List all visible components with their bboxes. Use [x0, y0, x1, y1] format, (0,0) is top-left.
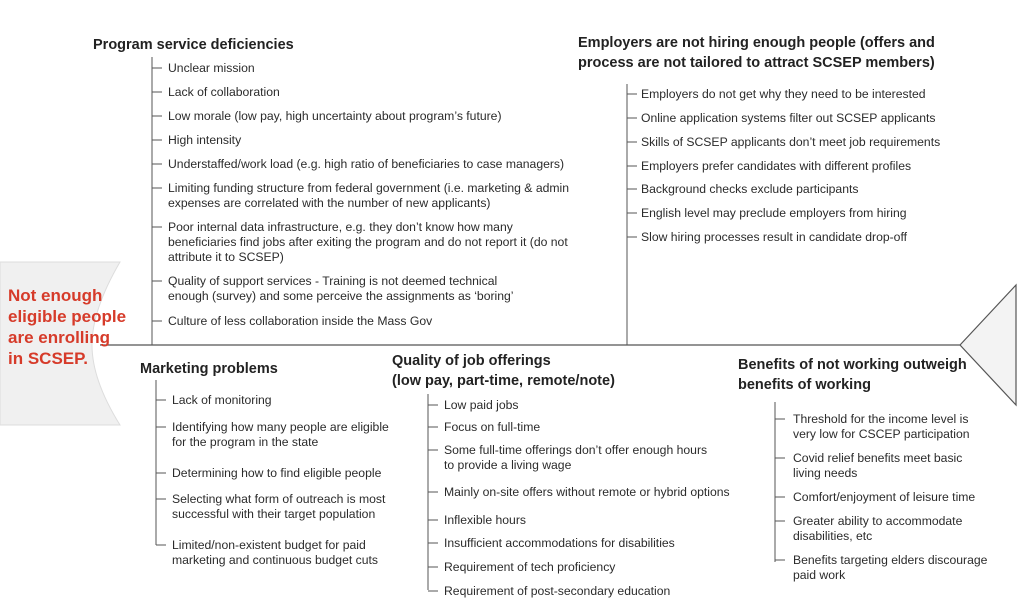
cause-item-line: Understaffed/work load (e.g. high ratio of beneficiaries to case managers) [168, 157, 565, 171]
cause-item [793, 553, 987, 583]
cause-item-line: Covid relief benefits meet basic [793, 451, 963, 465]
cause-item [168, 314, 432, 329]
category-title-line: Quality of job offerings [392, 353, 551, 369]
cause-item-line: Determining how to find eligible people [172, 466, 382, 480]
cause-item [641, 159, 911, 174]
cause-item-line: paid work [793, 568, 846, 582]
cause-item [172, 538, 378, 568]
cause-item [641, 87, 926, 102]
cause-item-line: Focus on full-time [444, 420, 541, 434]
problem-statement [8, 285, 126, 369]
category-title-line: process are not tailored to attract SCSEP members) [578, 55, 935, 71]
cause-item-line: marketing and continuous budget cuts [172, 553, 378, 567]
category-title-employers [578, 33, 935, 73]
problem-line: are enrolling [8, 328, 111, 347]
cause-item [172, 393, 272, 408]
cause-item-line: Insufficient accommodations for disabilities [444, 536, 675, 550]
cause-item-line: High intensity [168, 133, 242, 147]
cause-item [168, 85, 280, 100]
cause-item [168, 220, 568, 265]
cause-item [168, 181, 569, 211]
cause-item-line: Limiting funding structure from federal government (i.e. marketing & admin [168, 181, 570, 195]
cause-item [444, 398, 519, 413]
cause-item-line: Limited/non-existent budget for paid [172, 538, 366, 552]
cause-item-line: expenses are correlated with the number of new applicants) [168, 196, 491, 210]
cause-item [444, 560, 615, 575]
cause-item [172, 420, 389, 450]
cause-item-line: Requirement of post-secondary education [444, 584, 671, 598]
cause-item [168, 133, 241, 148]
cause-item-line: enough (survey) and some perceive the assignments as ‘boring’ [168, 289, 514, 303]
cause-item [168, 61, 255, 76]
cause-item-line: Low morale (low pay, high uncertainty about program’s future) [168, 109, 502, 123]
cause-item-line: Background checks exclude participants [641, 182, 859, 196]
cause-item [168, 157, 564, 172]
cause-item-line: Employers prefer candidates with different profiles [641, 159, 912, 173]
cause-item-line: Quality of support services - Training is not deemed technical [168, 274, 498, 288]
cause-item-line: Mainly on-site offers without remote or hybrid options [444, 485, 730, 499]
category-title-marketing: Marketing problems [140, 361, 278, 377]
cause-item [168, 109, 502, 124]
cause-item-line: Benefits targeting elders discourage [793, 553, 988, 567]
fish-head [960, 285, 1016, 405]
problem-line: in SCSEP. [8, 349, 88, 368]
problem-line: eligible people [8, 307, 127, 326]
cause-item [793, 451, 962, 481]
cause-item-line: Comfort/enjoyment of leisure time [793, 490, 976, 504]
cause-item [444, 513, 526, 528]
category-title-jobs [392, 351, 615, 391]
cause-item-line: beneficiaries find jobs after exiting the program and do not report it (do not [168, 235, 568, 249]
category-title-line: Employers are not hiring enough people (offers and [578, 35, 935, 51]
cause-item-line: Threshold for the income level is [793, 412, 969, 426]
cause-item [172, 492, 385, 522]
cause-item-line: for the program in the state [172, 435, 319, 449]
cause-item-line: Employers do not get why they need to be interested [641, 87, 926, 101]
cause-item-line: successful with their target population [172, 507, 376, 521]
cause-item [793, 490, 975, 505]
cause-item [641, 111, 935, 126]
cause-item-line: Lack of monitoring [172, 393, 272, 407]
cause-item [444, 420, 540, 435]
cause-item-line: Low paid jobs [444, 398, 519, 412]
cause-item-line: Selecting what form of outreach is most [172, 492, 386, 506]
cause-item-line: Inflexible hours [444, 513, 526, 527]
cause-item-line: attribute it to SCSEP) [168, 250, 284, 264]
cause-item-line: Online application systems filter out SCSEP applicants [641, 111, 936, 125]
cause-item-line: Lack of collaboration [168, 85, 280, 99]
cause-item-line: disabilities, etc [793, 529, 873, 543]
category-title-line: Benefits of not working outweigh [738, 357, 967, 373]
cause-item [641, 182, 858, 197]
category-title-line: (low pay, part-time, remote/note) [392, 373, 615, 389]
cause-item [168, 274, 514, 304]
cause-item-line: Poor internal data infrastructure, e.g. they don’t know how many [168, 220, 513, 234]
problem-line: Not enough [8, 286, 103, 305]
category-title-line: benefits of working [738, 377, 871, 393]
cause-item [444, 584, 670, 599]
cause-item [172, 466, 381, 481]
cause-item-line: living needs [793, 466, 858, 480]
cause-item [444, 443, 707, 473]
category-title-program: Program service deficiencies [93, 37, 294, 53]
cause-item [444, 485, 730, 500]
cause-item-line: to provide a living wage [444, 458, 572, 472]
cause-item-line: Unclear mission [168, 61, 255, 75]
cause-item-line: Some full-time offerings don’t offer enough hours [444, 443, 708, 457]
cause-item-line: Requirement of tech proficiency [444, 560, 616, 574]
cause-item-line: Culture of less collaboration inside the Mass Gov [168, 314, 433, 328]
cause-item-line: Identifying how many people are eligible [172, 420, 389, 434]
cause-item-line: Slow hiring processes result in candidate drop-off [641, 230, 908, 244]
cause-item [444, 536, 675, 551]
cause-item [793, 412, 970, 442]
cause-item-line: Greater ability to accommodate [793, 514, 963, 528]
cause-item-line: Skills of SCSEP applicants don’t meet job requirements [641, 135, 941, 149]
cause-item [641, 230, 907, 245]
cause-item [641, 206, 907, 221]
cause-item-line: English level may preclude employers from hiring [641, 206, 907, 220]
category-title-benefits [738, 355, 967, 395]
cause-item-line: very low for CSCEP participation [793, 427, 970, 441]
cause-item [793, 514, 962, 544]
cause-item [641, 135, 940, 150]
